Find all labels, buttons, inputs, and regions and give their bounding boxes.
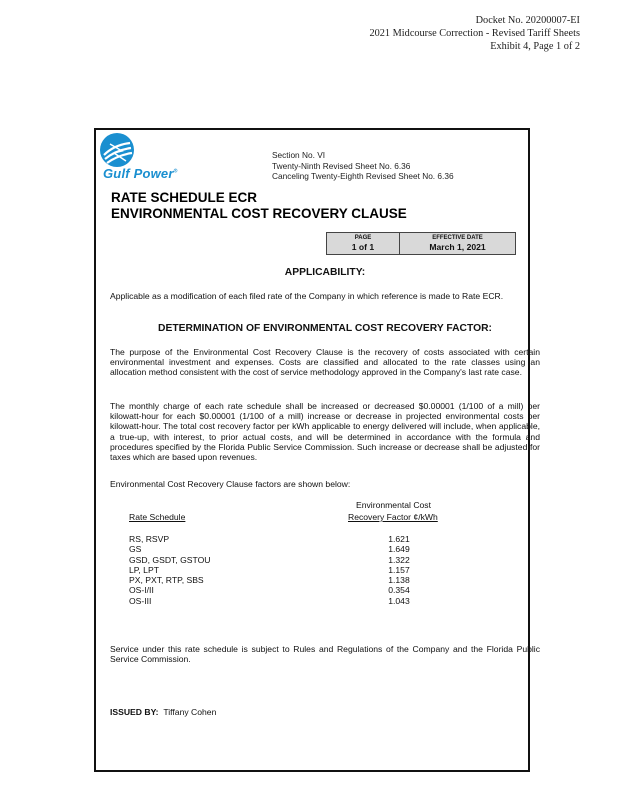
factor-cell: 1.138 (388, 575, 410, 586)
rate-schedule-cell: PX, PXT, RTP, SBS (129, 575, 204, 586)
factors-table (129, 534, 459, 606)
rate-schedule-cell: GS (129, 544, 142, 555)
issued-by-label: ISSUED BY: (110, 707, 159, 717)
table-row (129, 555, 459, 565)
revised-sheet: Twenty-Ninth Revised Sheet No. 6.36 (272, 160, 411, 171)
determination-heading: DETERMINATION OF ENVIRONMENTAL COST RECOVERY FACTOR: (158, 323, 492, 334)
issuer-name: Tiffany Cohen (163, 707, 217, 717)
table-row (129, 596, 459, 606)
section-number: Section No. VI (272, 150, 326, 160)
effective-date-cell (400, 233, 515, 254)
rate-schedule-cell: OS-I/II (129, 585, 154, 596)
effective-date-label: EFFECTIVE DATE (432, 235, 483, 241)
title-clause: ENVIRONMENTAL COST RECOVERY CLAUSE (111, 206, 407, 221)
service-note: Service under this rate schedule is subject to Rules and Regulations of the Company and the Florida Public Service Commission. (110, 644, 540, 665)
page-value: 1 of 1 (351, 242, 375, 252)
docket-description: 2021 Midcourse Correction - Revised Tariff Sheets (369, 28, 580, 39)
rate-schedule-cell: LP, LPT (129, 564, 159, 575)
company-logo-text: Gulf Power® (103, 166, 178, 181)
issued-by (110, 707, 216, 717)
factor-cell: 1.621 (388, 534, 410, 544)
factor-cell: 1.043 (388, 595, 410, 606)
applicability-heading: APPLICABILITY: (284, 267, 366, 278)
table-row (129, 544, 459, 554)
docket-number: Docket No. 20200007-EI (475, 15, 580, 26)
page-cell (327, 233, 400, 254)
factor-cell: 0.354 (388, 585, 410, 596)
rate-schedule-cell: OS-III (129, 595, 152, 606)
factor-cell: 1.157 (388, 564, 410, 575)
sheet-reference (272, 150, 454, 182)
docket-header (369, 14, 580, 53)
factors-intro: Environmental Cost Recovery Clause factors are shown below: (110, 479, 351, 489)
table-row (129, 585, 459, 595)
title-rate-schedule: RATE SCHEDULE ECR (111, 190, 258, 205)
table-row (129, 575, 459, 585)
document-title (111, 190, 407, 222)
factor-cell: 1.649 (388, 544, 410, 555)
rate-schedule-cell: GSD, GSDT, GSTOU (129, 554, 211, 565)
recovery-factor-header: Recovery Factor ¢/kWh (348, 512, 438, 522)
effective-date-value: March 1, 2021 (429, 242, 486, 252)
rate-schedule-cell: RS, RSVP (129, 534, 170, 544)
page-date-box (326, 232, 516, 255)
purpose-paragraph: The purpose of the Environmental Cost Recovery Clause is the recovery of costs associated with certain environmental investment and expenses. Costs are classified and allocated to the rate classes using an allocation method consistent with the cost of service methodology approved in the Company's last rate case. (110, 347, 540, 378)
factor-cell: 1.322 (388, 554, 410, 565)
table-row (129, 534, 459, 544)
factor-header-line1: Environmental Cost (356, 500, 431, 510)
canceling-sheet: Canceling Twenty-Eighth Revised Sheet No. 6.36 (272, 171, 454, 181)
monthly-charge-paragraph: The monthly charge of each rate schedule shall be increased or decreased $0.00001 (1/100 of a mill) per kilowatt-hour for each $0.00001 (1/100 of a mill) increase or decrease in projected environmental costs per kilowatt-hour. The total cost recovery factor per kWh applicable to energy delivered will include, when applicable, a true-up, with interest, to prior actual costs, and will be determined in accordance with the formula and procedures specified by the Florida Public Service Commission. Such increase or decrease shall be adjusted for taxes which are based upon revenues. (110, 401, 540, 463)
table-row (129, 565, 459, 575)
rate-schedule-header: Rate Schedule (129, 512, 186, 522)
applicability-text: Applicable as a modification of each filed rate of the Company in which reference is made to Rate ECR. (110, 291, 504, 301)
page-label: PAGE (354, 235, 372, 241)
exhibit-page: Exhibit 4, Page 1 of 2 (490, 41, 580, 52)
